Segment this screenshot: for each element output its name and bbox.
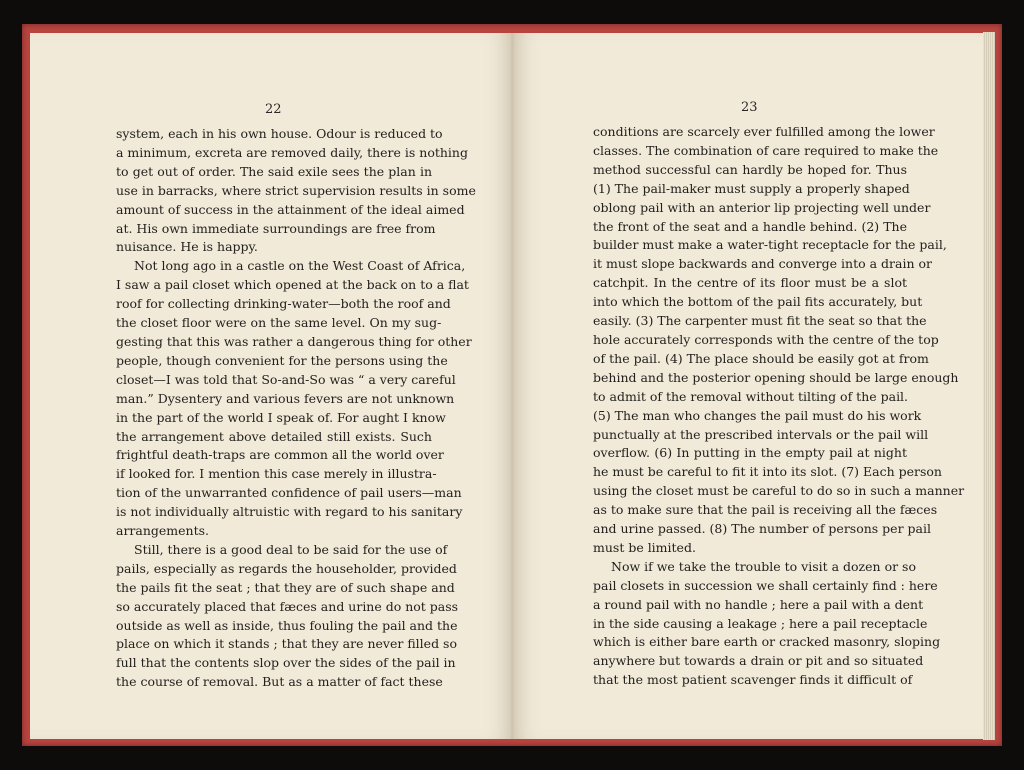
text-line: gesting that this was rather a dangerous thing for other xyxy=(116,333,472,349)
text-line: at. His own immediate surroundings are free from xyxy=(116,220,436,236)
text-line: the front of the seat and a handle behind. (2) The xyxy=(593,218,907,234)
text-line: as to make sure that the pail is receiving all the fæces xyxy=(593,502,938,518)
text-line: overflow. (6) In putting in the empty pail at night xyxy=(593,445,907,461)
text-line: Now if we take the trouble to visit a dozen or so xyxy=(611,558,916,574)
text-line: the pails fit the seat ; that they are of such shape and xyxy=(116,579,455,595)
text-line: punctually at the prescribed intervals or the pail will xyxy=(593,426,929,442)
text-line: into which the bottom of the pail fits accurately, but xyxy=(593,294,923,310)
text-line: roof for collecting drinking-water—both the roof and xyxy=(116,296,451,312)
left-page-text xyxy=(116,125,476,692)
text-line: pail closets in succession we shall certainly find : here xyxy=(593,577,938,593)
text-line: people, though convenient for the persons using the xyxy=(116,352,448,368)
text-line: to get out of order. The said exile sees the plan in xyxy=(116,163,432,179)
text-line: Not long ago in a castle on the West Coast of Africa, xyxy=(134,258,466,274)
text-line: to admit of the removal without tilting of the pail. xyxy=(593,388,909,404)
text-line: that the most patient scavenger finds it difficult of xyxy=(593,672,913,688)
text-line: classes. The combination of care required to make the xyxy=(593,142,939,158)
text-line: system, each in his own house. Odour is reduced to xyxy=(116,126,443,141)
page-edges xyxy=(983,32,995,740)
text-line: in the side causing a leakage ; here a pail receptacle xyxy=(593,615,928,631)
text-line: if looked for. I mention this case merely in illustra- xyxy=(116,466,437,482)
text-line: the closet floor were on the same level. On my sug- xyxy=(116,315,442,331)
text-line: tion of the unwarranted confidence of pail users—man xyxy=(116,485,462,501)
text-line: which is either bare earth or cracked masonry, sloping xyxy=(593,634,941,650)
right-page-text xyxy=(593,123,965,690)
text-line: nuisance. He is happy. xyxy=(116,239,258,255)
book-gutter xyxy=(511,33,514,739)
text-line: it must slope backwards and converge into a drain or xyxy=(593,256,932,272)
text-line: the arrangement above detailed still exists. Such xyxy=(116,428,432,444)
text-line: of the pail. (4) The place should be easily got at from xyxy=(593,350,929,366)
text-line: he must be careful to fit it into its slot. (7) Each person xyxy=(593,464,942,480)
text-line: so accurately placed that fæces and urine do not pass xyxy=(116,598,459,614)
text-line: amount of success in the attainment of the ideal aimed xyxy=(116,201,465,217)
text-line: the course of removal. But as a matter of fact these xyxy=(116,674,443,690)
text-line: anywhere but towards a drain or pit and so situated xyxy=(593,653,924,669)
text-line: catchpit. In the centre of its floor must be a slot xyxy=(593,275,907,291)
text-line: oblong pail with an anterior lip projecting well under xyxy=(593,199,931,215)
text-line: (5) The man who changes the pail must do his work xyxy=(593,407,922,423)
text-line: and urine passed. (8) The number of persons per pail xyxy=(593,521,931,537)
text-line: outside as well as inside, thus fouling the pail and the xyxy=(116,617,458,633)
text-line: a minimum, excreta are removed daily, there is nothing xyxy=(116,144,468,160)
text-line: (1) The pail-maker must supply a properly shaped xyxy=(593,180,910,196)
text-line: I saw a pail closet which opened at the back on to a flat xyxy=(116,277,469,293)
text-line: Still, there is a good deal to be said for the use of xyxy=(134,541,448,557)
text-line: behind and the posterior opening should be large enough xyxy=(593,369,959,385)
text-line: place on which it stands ; that they are never filled so xyxy=(116,636,457,652)
text-line: use in barracks, where strict supervision results in some xyxy=(116,182,476,198)
text-line: arrangements. xyxy=(116,523,210,539)
text-line: full that the contents slop over the sides of the pail in xyxy=(116,655,456,671)
text-line: in the part of the world I speak of. For aught I know xyxy=(116,409,446,425)
right-page-number: 23 xyxy=(741,100,758,115)
left-page-number: 22 xyxy=(265,102,282,117)
text-line: man.” Dysentery and various fevers are not unknown xyxy=(116,390,455,406)
text-line: conditions are scarcely ever fulfilled among the lower xyxy=(593,124,935,139)
text-line: using the closet must be careful to do so in such a manner xyxy=(593,483,965,499)
text-line: easily. (3) The carpenter must fit the seat so that the xyxy=(593,313,927,329)
text-line: closet—I was told that So-and-So was “ a very careful xyxy=(116,371,456,387)
text-line: method successful can hardly be hoped for. Thus xyxy=(593,161,907,177)
text-line: must be limited. xyxy=(593,539,696,555)
text-line: frightful death-traps are common all the world over xyxy=(116,447,444,463)
text-line: hole accurately corresponds with the centre of the top xyxy=(593,331,939,347)
text-line: builder must make a water-tight receptacle for the pail, xyxy=(593,237,947,253)
text-line: a round pail with no handle ; here a pail with a dent xyxy=(593,596,924,612)
text-line: pails, especially as regards the householder, provided xyxy=(116,560,457,576)
text-line: is not individually altruistic with regard to his sanitary xyxy=(116,504,463,520)
